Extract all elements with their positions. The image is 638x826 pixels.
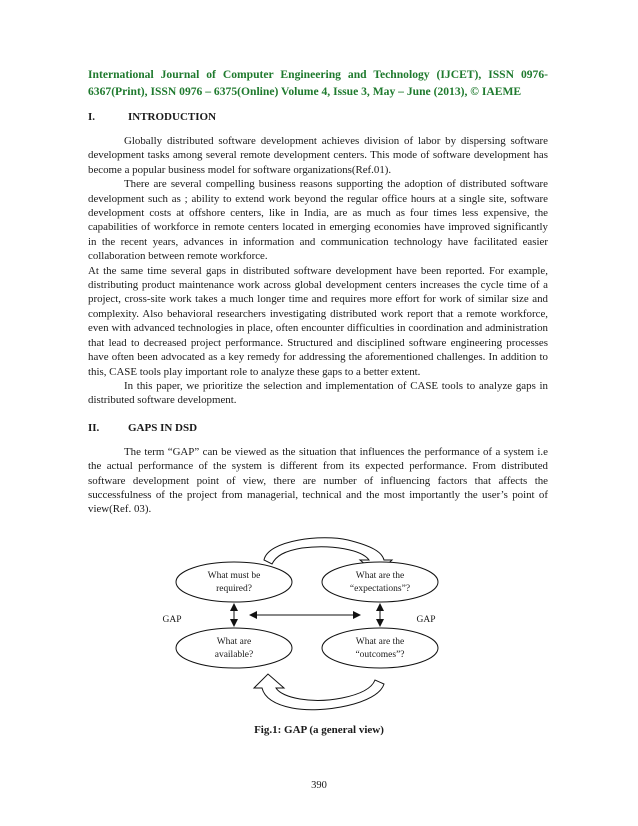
section-number: I. <box>88 111 96 123</box>
page-body <box>88 66 548 517</box>
page-number: 390 <box>311 780 327 791</box>
paragraph: There are several compelling business reasons supporting the adoption of distributed software development such as ; ability to extend work beyond the regular office hours at a single site, software development costs at offshore centers, like in India, are as much as four times less expensive, the capabilities of workforce in remote centers located in emerging economies have improved significantly in the recent years, advances in information and communication technology have facilitated easier collaboration between remote workforce. <box>88 178 548 263</box>
journal-header <box>88 66 548 100</box>
gap-diagram <box>162 538 472 710</box>
gap-label-left: GAP <box>162 615 182 625</box>
header-line-1: International Journal of Computer Engineering and Technology (IJCET), ISSN 0976- <box>88 68 548 81</box>
node-top-left-label: What must be required? <box>207 571 261 594</box>
paragraph: The term “GAP” can be viewed as the situation that influences the performance of a system i.e the actual performance of the system is different from its expected performance. From distributed software development point of view, there are number of influencing factors that affects the successfulness of the project from managerial, technical and the most importantly the user’s point of view(Ref. 03). <box>88 445 548 516</box>
gap-label-right: GAP <box>416 615 436 625</box>
node-bottom-right-label: What are the “outcomes”? <box>355 637 405 660</box>
figure-caption: Fig.1: GAP (a general view) <box>254 724 384 736</box>
node-top-right-label: What are the “expectations”? <box>349 571 411 594</box>
cycle-arrow-bottom <box>254 674 384 710</box>
node-bottom-left-label: What are available? <box>214 637 254 660</box>
section-heading-introduction <box>88 110 548 125</box>
paragraph: In this paper, we prioritize the selection and implementation of CASE tools to analyze gaps in distributed software development. <box>88 379 548 407</box>
paragraph: Globally distributed software development achieves division of labor by dispersing software development tasks among several remote development centers. This mode of software development has become a popular business model for software organizations(Ref.01). <box>88 135 548 176</box>
section-title: GAPS IN DSD <box>128 421 198 434</box>
section-heading-gaps <box>88 421 548 436</box>
section-title: INTRODUCTION <box>128 111 217 123</box>
section-number: II. <box>88 421 100 434</box>
header-line-2: 6367(Print), ISSN 0976 – 6375(Online) Volume 4, Issue 3, May – June (2013), © IAEME <box>88 85 522 98</box>
paragraph: At the same time several gaps in distributed software development have been reported. For example, distributing product maintenance work across global development centers increases the cycle time of a project, cross-site work takes a much longer time and requires more effort for work of similar size and complexity. Also behavioral researchers investigating distributed work report that a remote workforce, even with advanced technologies in place, often encounter difficulties in coordination and administration that lead to decreased project performance. Structured and disciplined software engineering processes have often been advocated as a key remedy for addressing the aforementioned challenges. In addition to this, CASE tools play important role to analyze these gaps to a better extent. <box>88 264 548 378</box>
